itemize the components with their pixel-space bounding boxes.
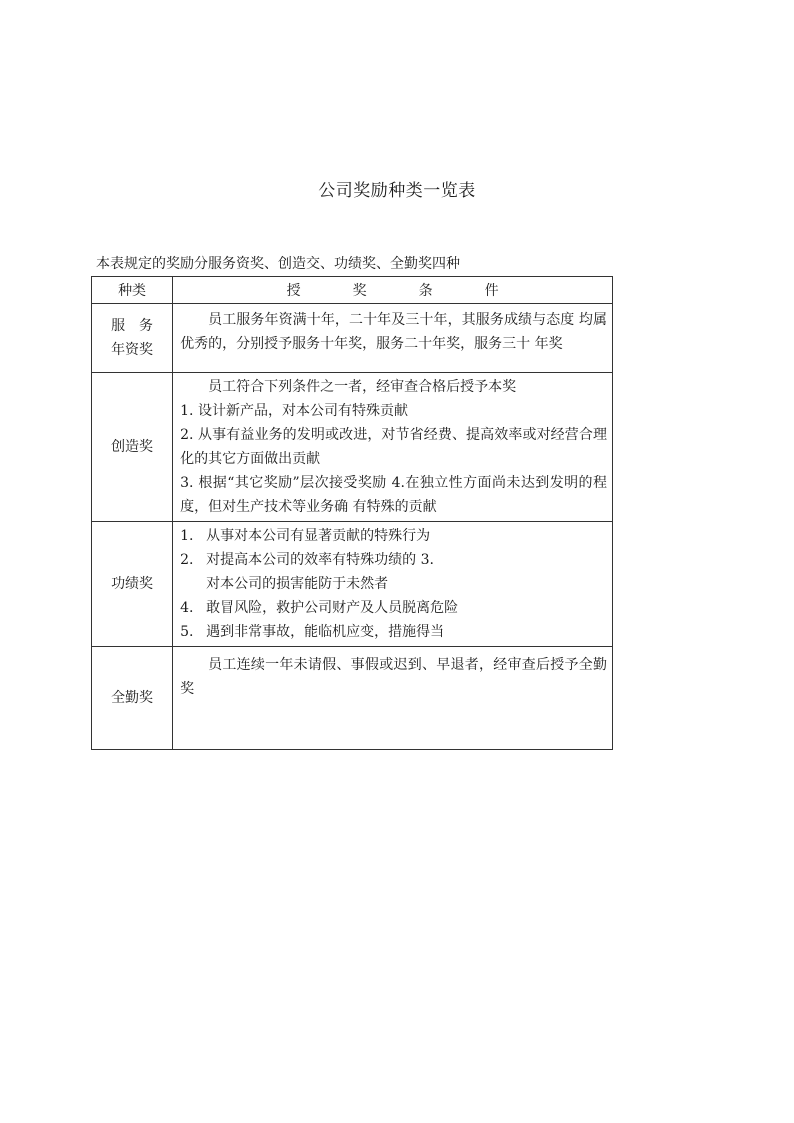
merit-item	[180, 572, 607, 596]
table-row-invention	[92, 373, 613, 522]
table-row-merit	[92, 522, 613, 647]
type-cell-invention: 创造奖	[92, 373, 173, 522]
merit-item-text: 遇到非常事故，能临机应变，措施得当	[206, 624, 445, 640]
condition-cell-invention	[173, 373, 613, 522]
type-cell-service	[92, 304, 173, 373]
header-condition-char: 奖	[352, 283, 367, 299]
type-cell-attendance: 全勤奖	[92, 647, 173, 750]
merit-item-number: 1.	[180, 528, 194, 544]
table-row-service	[92, 304, 613, 373]
header-condition-char: 件	[484, 283, 499, 299]
merit-item	[180, 596, 607, 620]
merit-item	[180, 620, 607, 644]
condition-cell-attendance	[173, 647, 613, 750]
invention-intro: 员工符合下列条件之一者，经审查合格后授予本奖	[208, 379, 517, 395]
merit-item	[180, 524, 607, 548]
table-header-row	[92, 277, 613, 304]
merit-item-text: 对提高本公司的效率有特殊功绩的 3.	[206, 552, 434, 568]
header-condition-char: 授	[286, 283, 301, 299]
merit-item-text: 从事对本公司有显著贡献的特殊行为	[206, 528, 431, 544]
service-condition-text: 员工服务年资满十年，二十年及三十年，其服务成绩与态度 均属优秀的，分别授予服务十年奖，服务二十年奖，服务三十 年奖	[180, 312, 607, 352]
attendance-condition-text: 员工连续一年未请假、事假或迟到、早退者，经审查后授予全勤奖	[180, 657, 607, 697]
invention-item: 1. 设计新产品，对本公司有特殊贡献	[180, 403, 408, 419]
header-type: 种类	[92, 277, 173, 304]
merit-item-number: 2.	[180, 552, 194, 568]
header-condition	[173, 277, 613, 304]
merit-item-number: 4.	[180, 600, 194, 616]
condition-cell-service	[173, 304, 613, 373]
merit-item-text: 敢冒风险，救护公司财产及人员脱离危险	[206, 600, 459, 616]
type-service-line1: 服 务	[111, 318, 154, 334]
merit-item-text: 对本公司的损害能防于未然者	[206, 576, 389, 592]
page-title: 公司奖励种类一览表	[318, 181, 476, 201]
merit-item	[180, 548, 607, 572]
intro-text: 本表规定的奖励分服务资奖、创造交、功绩奖、全勤奖四种	[96, 256, 460, 272]
type-cell-merit: 功绩奖	[92, 522, 173, 647]
invention-item: 2. 从事有益业务的发明或改进，对节省经费、提高效率或对经营合理化的其它方面做出贡献	[180, 427, 607, 467]
award-table	[91, 276, 613, 750]
condition-cell-merit	[173, 522, 613, 647]
type-service-line2: 年资奖	[111, 342, 154, 358]
table-row-attendance	[92, 647, 613, 750]
invention-item: 3. 根据“其它奖励”层次接受奖励 4.在独立性方面尚未达到发明的程度，但对生产技术等业务确 有特殊的贡献	[180, 475, 607, 515]
header-condition-char: 条	[418, 283, 433, 299]
merit-item-number: 5.	[180, 624, 194, 640]
